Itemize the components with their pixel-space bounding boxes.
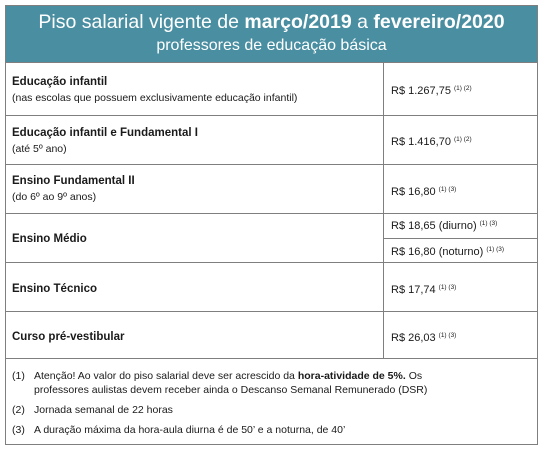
- footnote-ref: (1) (2): [453, 85, 472, 92]
- table-row: [6, 213, 537, 262]
- cell-divider: [384, 238, 537, 239]
- table-row: [6, 115, 537, 164]
- row-value-cell: [383, 214, 537, 262]
- row-title: Curso pré-vestibular: [12, 331, 125, 343]
- footnote-ref: (1) (3): [486, 246, 505, 253]
- salary-value: R$ 1.416,70 $^{(1) (2)}$: [391, 136, 472, 148]
- row-label-cell: [6, 312, 383, 358]
- salary-value-night: R$ 16,80 (noturno) $^{(1) (3)}$: [391, 246, 505, 258]
- salary-value: R$ 16,80 $^{(1) (3)}$: [391, 186, 457, 198]
- footnote-ref: (1) (3): [438, 284, 457, 291]
- title-end-date: fevereiro/2020: [373, 11, 505, 33]
- salary-value: R$ 17,74 $^{(1) (3)}$: [391, 284, 457, 296]
- table-row: [6, 164, 537, 213]
- footnote-ref: (1) (3): [438, 186, 457, 193]
- salary-table: [5, 5, 538, 445]
- table-header: [6, 6, 537, 62]
- row-value-cell: [383, 263, 537, 311]
- salary-value: R$ 1.267,75 $^{(1) (2)}$: [391, 85, 472, 97]
- row-value-cell: [383, 116, 537, 164]
- header-subtitle: professores de educação básica: [156, 37, 387, 54]
- row-subtitle: (nas escolas que possuem exclusivamente educação infantil): [12, 92, 298, 104]
- salary-value-day: R$ 18,65 (diurno) $^{(1) (3)}$: [391, 220, 498, 232]
- row-title: Ensino Fundamental II: [12, 175, 135, 187]
- row-label-cell: [6, 116, 383, 164]
- row-label-cell: [6, 63, 383, 115]
- row-title: Educação infantil: [12, 76, 108, 88]
- footnote-ref: (1) (3): [438, 332, 457, 339]
- row-subtitle: (até 5º ano): [12, 143, 67, 155]
- footnote-3: (3) A duração máxima da hora-aula diurna é de 50’ e a noturna, de 40’: [12, 424, 346, 436]
- footnote-ref: (1) (3): [479, 220, 498, 227]
- footnote-1-continued: professores aulistas devem receber ainda o Descanso Semanal Remunerado (DSR): [34, 384, 428, 396]
- table-row: [6, 62, 537, 115]
- row-title: Educação infantil e Fundamental I: [12, 127, 198, 139]
- salary-value: R$ 26,03 $^{(1) (3)}$: [391, 332, 457, 344]
- row-value-cell: [383, 165, 537, 213]
- footnotes: [6, 358, 537, 444]
- title-start-date: março/2019: [244, 11, 352, 33]
- row-label-cell: [6, 214, 383, 262]
- row-value-cell: [383, 63, 537, 115]
- table-row: [6, 311, 537, 358]
- table-row: [6, 262, 537, 311]
- row-label-cell: [6, 263, 383, 311]
- footnote-2: (2) Jornada semanal de 22 horas: [12, 404, 173, 416]
- footnote-1: (1) Atenção! Ao valor do piso salarial deve ser acrescido da hora-atividade de 5%. Os: [12, 370, 423, 382]
- row-subtitle: (do 6º ao 9º anos): [12, 191, 97, 203]
- row-title: Ensino Médio: [12, 233, 87, 245]
- header-title: Piso salarial vigente de março/2019 a fevereiro/2020: [38, 11, 505, 33]
- row-label-cell: [6, 165, 383, 213]
- row-value-cell: [383, 312, 537, 358]
- footnote-ref: (1) (2): [453, 136, 472, 143]
- row-title: Ensino Técnico: [12, 283, 97, 295]
